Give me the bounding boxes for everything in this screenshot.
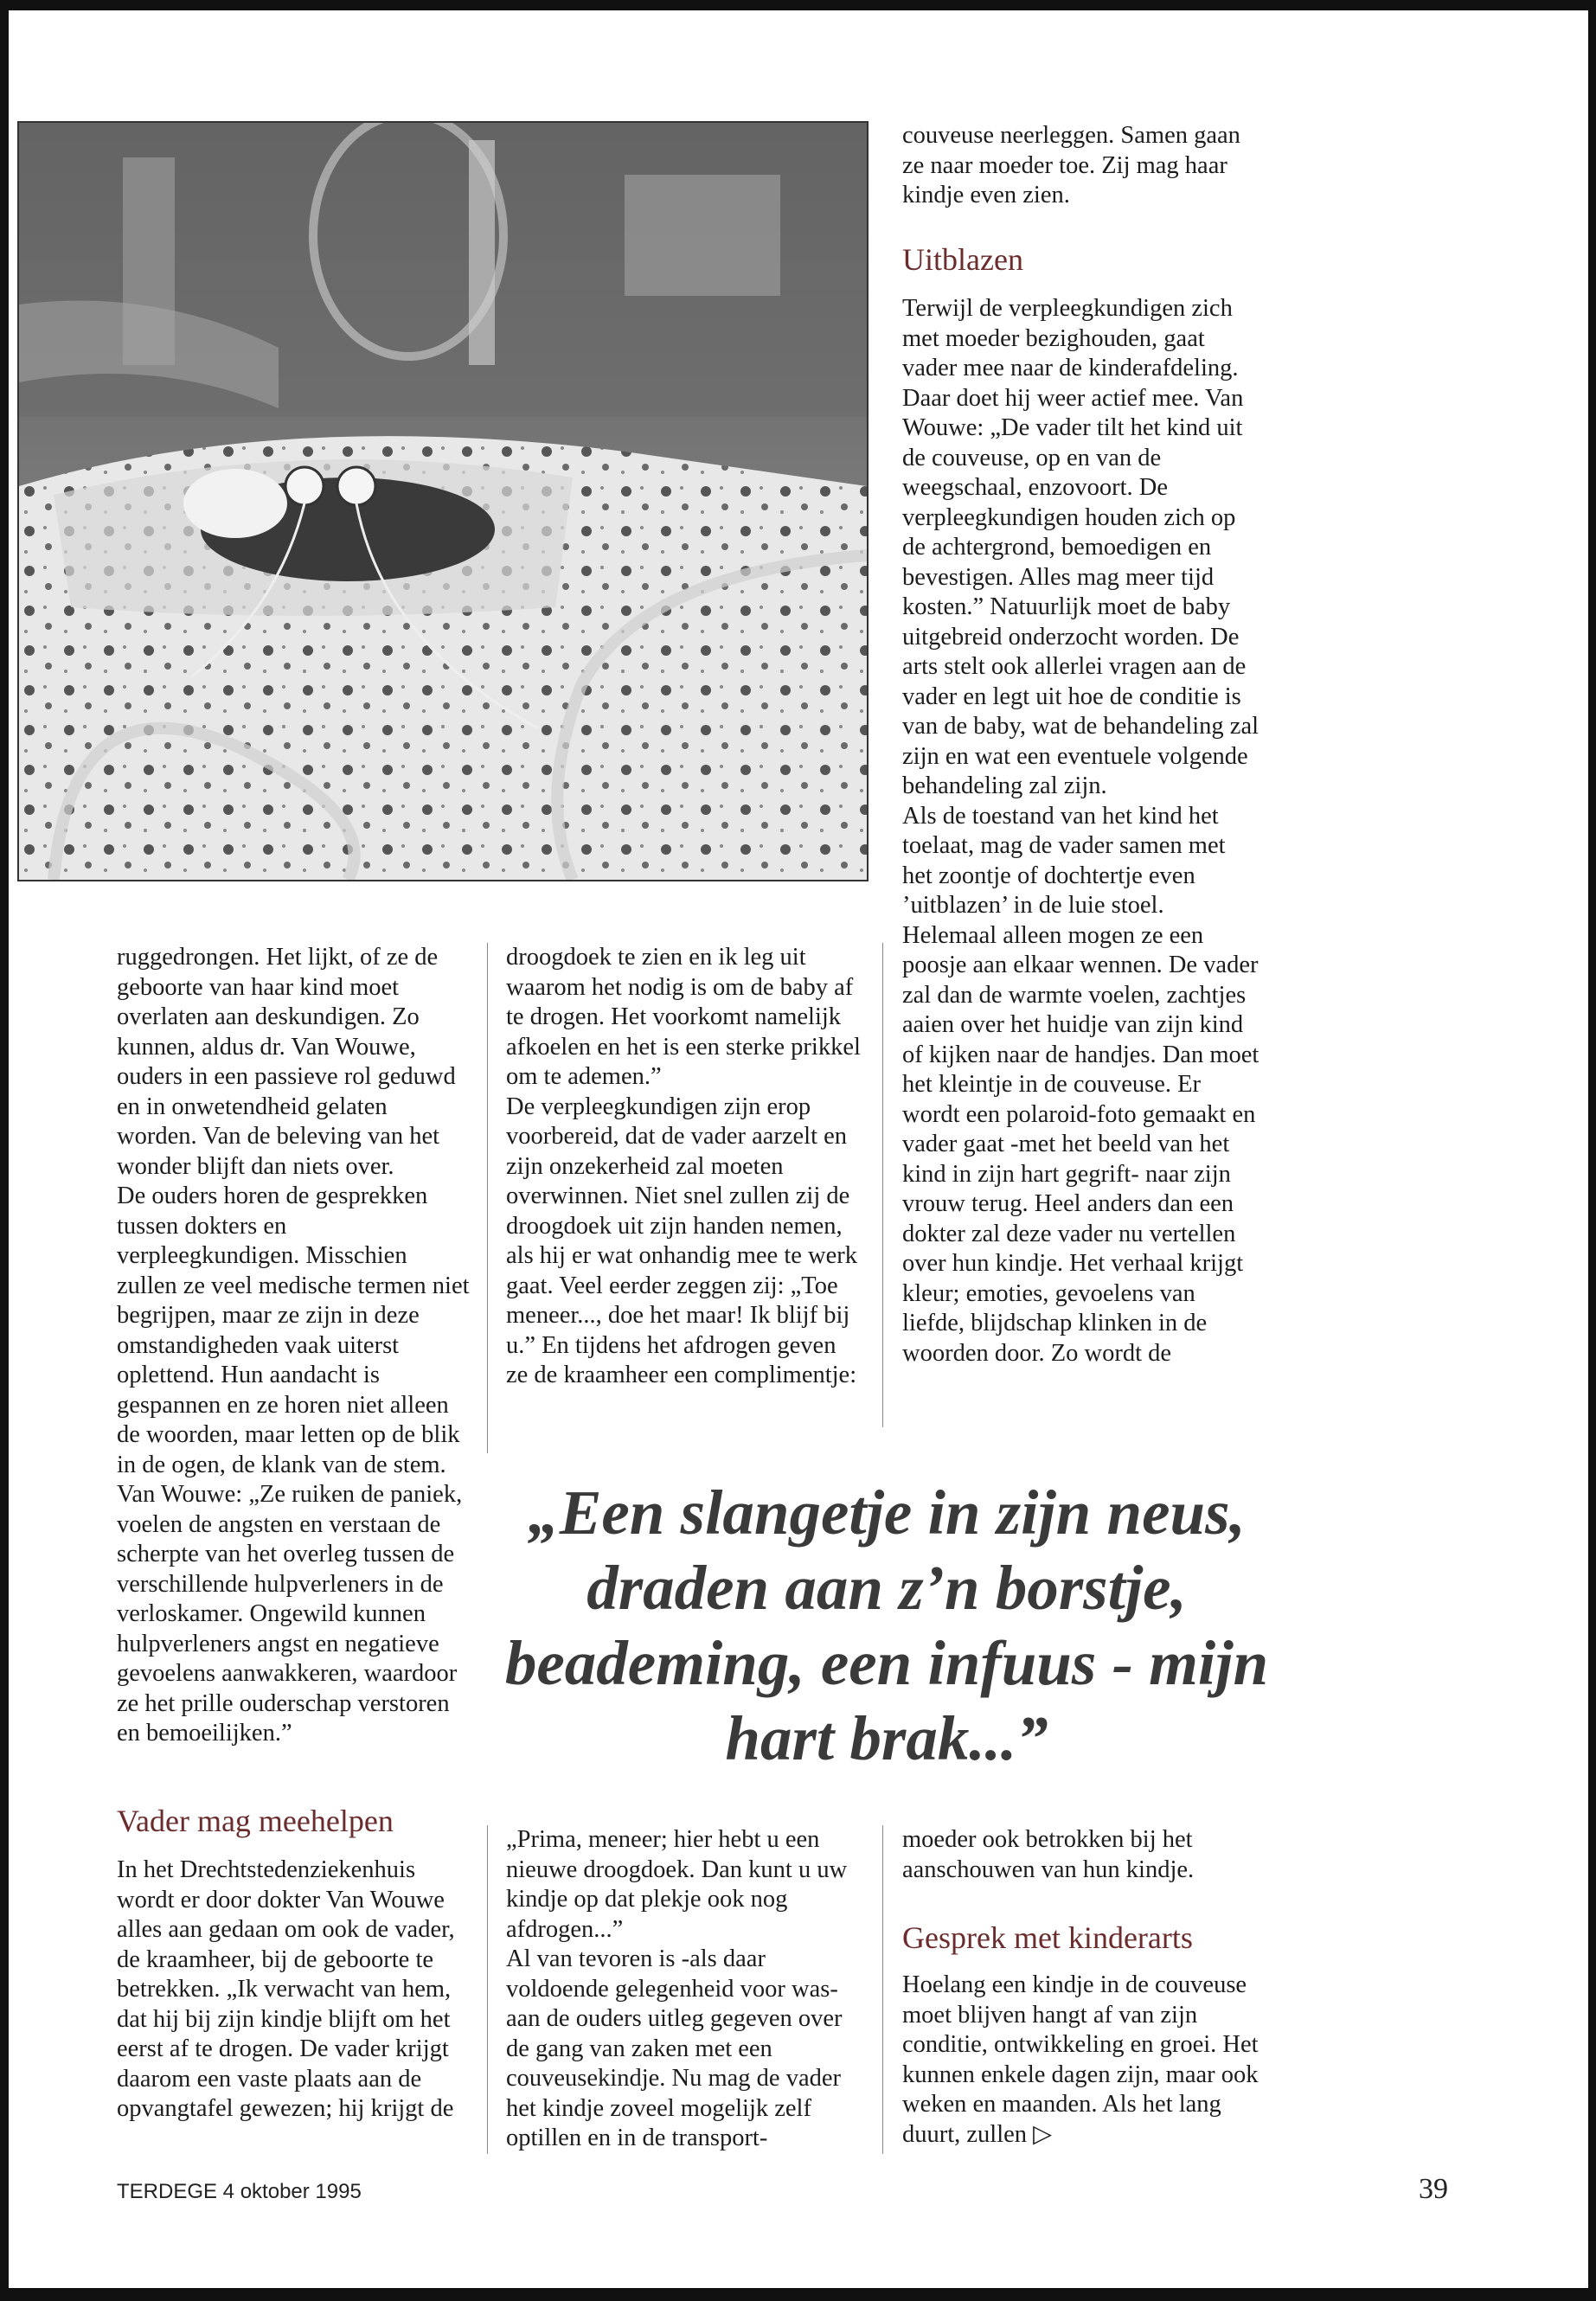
page-border-left (0, 0, 9, 2301)
page-number: 39 (1419, 2173, 1448, 2205)
right-paragraph-2: Terwijl de verpleegkundigen zich met moeder bezighouden, gaat vader mee naar de kinderafdeling. Daar doet hij weer actief mee. Van Wouwe: „De vader tilt het kind uit de couveuse, op en van de weegschaal, enzovoort. De verpleegkundigen houden zich op de achtergrond, bemoedigen en bevestigen. Alles mag meer tijd kosten.” Natuurlijk moet de baby uitgebreid onderzocht worden. De arts stelt ook allerlei vragen aan de vader en legt uit hoe de conditie is van de baby, wat de behandeling zal zijn en wat een eventuele volgende behandeling zal zijn. (902, 295, 1259, 799)
middle-paragraph-1: droogdoek te zien en ik leg uit waarom het nodig is om de baby af te drogen. Het voorkomt namelijk afkoelen en het is een sterke prikkel om te ademen.” (506, 944, 861, 1090)
right-paragraph-1: couveuse neerleggen. Samen gaan ze naar moeder toe. Zij mag haar kindje even zien. (902, 122, 1240, 208)
right-bottom-paragraph-1: moeder ook betrokken bij het aanschouwen van hun kindje. (902, 1826, 1195, 1883)
right-paragraph-3: Als de toestand van het kind het toelaat, mag de vader samen met het zoontje of dochtertje even ’uitblazen’ in de luie stoel. Helemaal alleen mogen ze een poosje aan elkaar wennen. De vader zal dan de warmte voelen, zachtjes aaien over het huidje van zijn kind of kijken naar de handjes. Dan moet het kleintje in de couveuse. Er wordt een polaroid-foto gemaakt en vader gaat -met het beeld van het kind in zijn hart gegrift- naar zijn vrouw terug. Heel anders dan een dokter zal deze vader nu vertellen over hun kindje. Het verhaal krijgt kleur; emoties, gevoelens van liefde, blijdschap klinken in de woorden door. Zo wordt de (902, 802, 1259, 1367)
right-column-top (902, 121, 1261, 211)
middle-paragraph-3: „Prima, meneer; hier hebt u een nieuwe droogdoek. Dan kunt u uw kindje op dat plekje ook nog afdrogen...” (506, 1826, 848, 1943)
heading-uitblazen: Uitblazen (902, 242, 1023, 277)
middle-paragraph-4: Al van tevoren is -als daar voldoende gelegenheid voor was- aan de ouders uitleg gegeven over de gang van zaken met een couveusekindje. Nu mag de vader het kindje zoveel mogelijk zelf optillen en in de transport- (506, 1945, 843, 2151)
page-border-top (0, 0, 1596, 10)
page-border-right (1588, 0, 1596, 2301)
publication-footer: TERDEGE 4 oktober 1995 (117, 2180, 362, 2203)
column-divider (487, 943, 488, 1453)
column-divider (487, 1825, 488, 2154)
left-paragraph-1: ruggedrongen. Het lijkt, of ze de geboorte van haar kind moet overlaten aan deskundigen. Zo kunnen, aldus dr. Van Wouwe, ouders in een passieve rol geduwd en in onwetendheid gelaten worden. Van de beleving van het wonder blijft dan niets over. (117, 944, 456, 1180)
left-column (117, 943, 471, 1749)
middle-paragraph-2: De verpleegkundigen zijn erop voorbereid, dat de vader aarzelt en zijn onzekerheid zal moeten overwinnen. Niet snel zullen zij de droogdoek uit zijn handen nemen, als hij er wat onhandig mee te werk gaat. Veel eerder zeggen zij: „Toe meneer..., doe het maar! Ik blijf bij u.” En tijdens het afdrogen geven ze de kraamheer een complimentje: (506, 1093, 857, 1388)
left-paragraph-3: In het Drechtstedenziekenhuis wordt er door dokter Van Wouwe alles aan gedaan om ook de vader, de kraamheer, bij de geboorte te betrekken. „Ik verwacht van hem, dat hij bij zijn kindje blijft om het eerst af te drogen. De vader krijgt daarom een vaste plaats aan de opvangtafel gewezen; hij krijgt de (117, 1856, 455, 2122)
column-divider (882, 943, 883, 1427)
incubator-photo (17, 121, 869, 881)
left-column-bottom (117, 1856, 471, 2125)
left-paragraph-2: De ouders horen de gesprekken tussen dokters en verpleegkundigen. Misschien zullen ze veel medische termen niet begrijpen, maar ze zijn in deze omstandigheden vaak uiterst oplettend. Hun aandacht is gespannen en ze horen niet alleen de woorden, maar letten op de blik in de ogen, de klank van de stem. Van Wouwe: „Ze ruiken de paniek, voelen de angsten en verstaan de scherpte van het overleg tussen de verschillende hulpverleners in de verloskamer. Ongewild kunnen hulpverleners angst en negatieve gevoelens aanwakkeren, waardoor ze het prille ouderschap verstoren en bemoeilijken.” (117, 1183, 470, 1747)
right-column-bottom-2 (902, 1971, 1261, 2150)
pull-quote: „Een slangetje in zijn neus, draden aan z’n borstje, beademing, een infuus - mijn hart brak...” (504, 1477, 1269, 1773)
incubator-illustration (19, 123, 867, 880)
page-border-bottom (0, 2288, 1596, 2301)
right-bottom-paragraph-2: Hoelang een kindje in de couveuse moet blijven hangt af van zijn conditie, ontwikkeling en groei. Het kunnen enkele dagen zijn, maar ook weken en maanden. Als het lang duurt, zullen ▷ (902, 1971, 1259, 2148)
middle-column-top (506, 943, 861, 1391)
middle-column-bottom (506, 1825, 861, 2154)
right-column-bottom (902, 1825, 1261, 1885)
heading-gesprek-met-kinderarts: Gesprek met kinderarts (902, 1920, 1193, 1955)
heading-vader-mag-meehelpen: Vader mag meehelpen (117, 1804, 394, 1838)
column-divider (882, 1825, 883, 2154)
right-column-main (902, 294, 1261, 1368)
